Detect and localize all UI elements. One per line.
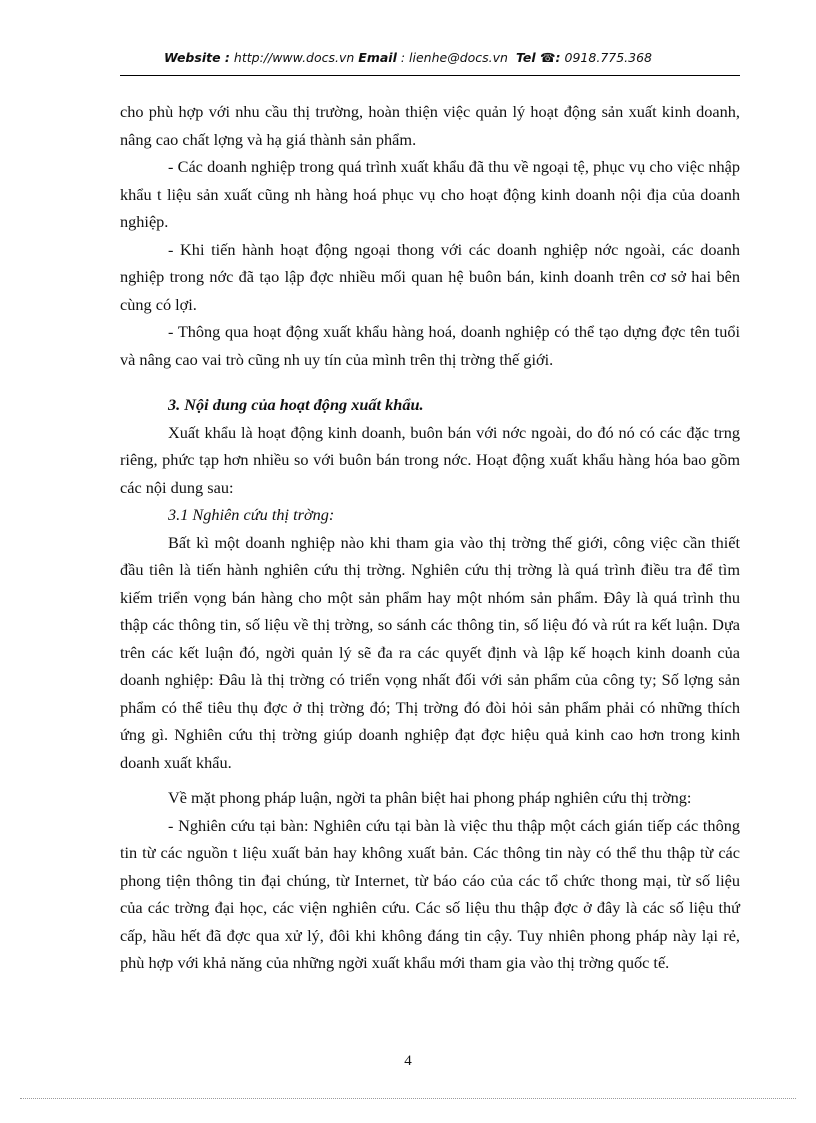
paragraph: Bất kì một doanh nghiệp nào khi tham gia vào thị trờng thế giới, công việc cần thiết đầu tiên là tiến hành nghiên cứu thị trờng. Nghiên cứu thị trờng là quá trình điều tra để tìm kiếm triển vọng bán hàng cho một sản phẩm hay một nhóm sản phẩm. Đây là quá trình thu thập các thông tin, số liệu về thị trờng, so sánh các thông tin, số liệu đó và rút ra kết luận. Dựa trên các kết luận đó, ngời quản lý sẽ đa ra các quyết định và lập kế hoạch kinh doanh của doanh nghiệp: Đâu là thị trờng có triển vọng nhất đối với sản phẩm của công ty; Số lợng sản phẩm có thể tiêu thụ đợc ở thị trờng đó; Thị trờng đó đòi hỏi sản phẩm phải có những thích ứng gì. Nghiên cứu thị trờng giúp doanh nghiệp đạt đợc hiệu quả kinh cao hơn trong kinh doanh xuất khẩu. [120, 532, 740, 772]
tel-value: 0918.775.368 [564, 50, 653, 65]
page-number: 4 [404, 1053, 412, 1069]
spacer [120, 776, 740, 784]
paragraph: Về mặt phong pháp luận, ngời ta phân biệt hai phong pháp nghiên cứu thị trờng: [168, 788, 692, 807]
paragraph: - Các doanh nghiệp trong quá trình xuất khẩu đã thu về ngoại tệ, phục vụ cho việc nhập khẩu t liệu sản xuất cũng nh hàng hoá phục vụ cho hoạt động kinh doanh nội địa của doanh nghiệp. [120, 157, 740, 231]
document-body [120, 98, 740, 977]
email-label: Email [358, 50, 397, 65]
header-divider [120, 75, 740, 76]
tel-label: Tel ☎: [515, 50, 561, 65]
footer-divider [20, 1098, 796, 1099]
email-value: : lienhe@docs.vn [400, 50, 508, 65]
paragraph: - Khi tiến hành hoạt động ngoại thong với các doanh nghiệp nớc ngoài, các doanh nghiệp trong nớc đã tạo lập đợc nhiều mối quan hệ buôn bán, kinh doanh trên cơ sở hai bên cùng có lợi. [120, 239, 740, 314]
page-header [0, 50, 816, 65]
paragraph: cho phù hợp với nhu cầu thị trường, hoàn thiện việc quản lý hoạt động sản xuất kinh doanh, nâng cao chất lợng và hạ giá thành sản phẩm. [120, 102, 740, 149]
paragraph: - Thông qua hoạt động xuất khẩu hàng hoá, doanh nghiệp có thể tạo dựng đợc tên tuổi và nâng cao vai trò cũng nh uy tín của mình trên thị trờng thế giới. [120, 322, 740, 369]
spacer [120, 373, 740, 381]
website-url[interactable]: http://www.docs.vn [233, 50, 355, 65]
subsection-heading: 3.1 Nghiên cứu thị trờng: [168, 505, 335, 524]
paragraph: - Nghiên cứu tại bàn: Nghiên cứu tại bàn là việc thu thập một cách gián tiếp các thông tin từ các nguồn t liệu xuất bản hay không xuất bản. Các thông tin này có thể thu thập từ các phong tiện thông tin đại chúng, từ Internet, từ báo cáo của các tổ chức thong mại, từ số liệu của các trờng đại học, các viện nghiên cứu. Các số liệu thu thập đợc ở đây là các số liệu thứ cấp, hầu hết đã đợc qua xử lý, đôi khi không đáng tin cậy. Tuy nhiên phong pháp này lại rẻ, phù hợp với khả năng của những ngời xuất khẩu mới tham gia vào thị trờng quốc tế. [120, 815, 740, 972]
website-label: Website : [163, 50, 230, 65]
section-heading: 3. Nội dung của hoạt động xuất khẩu. [168, 395, 424, 414]
paragraph: Xuất khẩu là hoạt động kinh doanh, buôn bán với nớc ngoài, do đó nó có các đặc trng riêng, phức tạp hơn nhiều so với buôn bán trong nớc. Hoạt động xuất khẩu hàng hóa bao gồm các nội dung sau: [120, 422, 740, 497]
